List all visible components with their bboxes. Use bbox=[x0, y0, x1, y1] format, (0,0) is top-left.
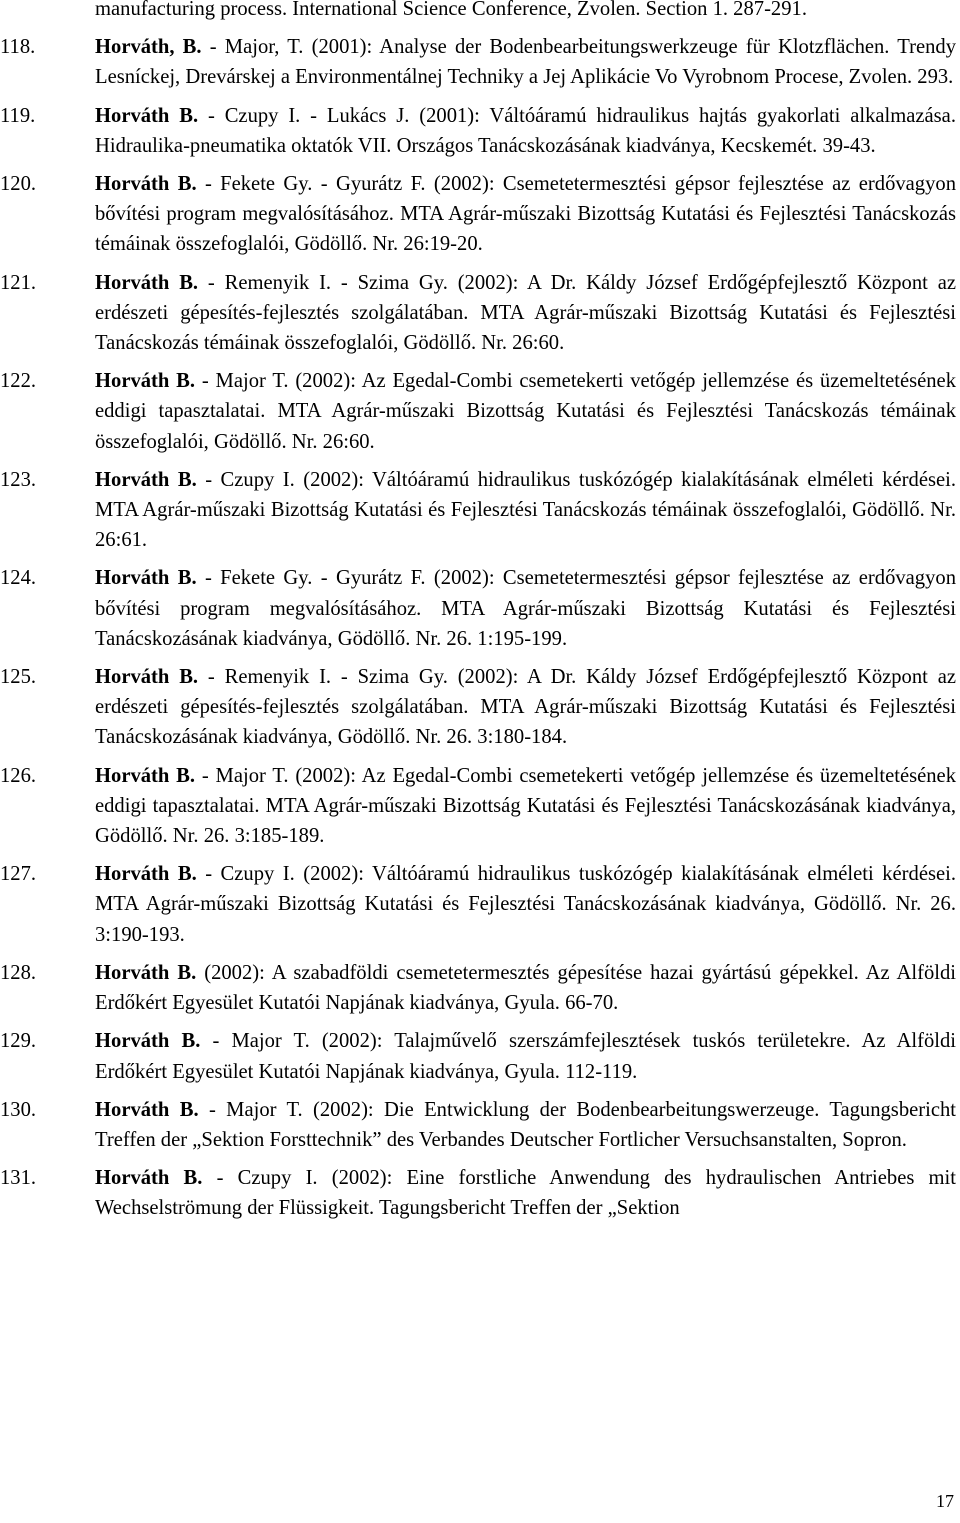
reference-number: 131. bbox=[0, 1167, 37, 1190]
reference-author: Horváth B. bbox=[95, 1098, 199, 1121]
reference-author: Horváth B. bbox=[95, 173, 197, 196]
reference-item bbox=[0, 268, 956, 359]
reference-number: 121. bbox=[0, 271, 37, 294]
reference-text: - Major T. (2002): Die Entwicklung der Bodenbearbeitungswerzeuge. Tagungsbericht Treffen der „Sektion Forsttechnik” des Verbandes Deutscher Fortlicher Versuchsanstalten, Sopron. bbox=[95, 1098, 956, 1151]
reference-number: 126. bbox=[0, 764, 37, 787]
reference-text: manufacturing process. International Science Conference, Zvolen. Section 1. 287-291. bbox=[95, 0, 807, 20]
reference-item bbox=[0, 32, 956, 92]
reference-text: - Czupy I. (2002): Váltóáramú hidraulikus tuskózógép kialakításának elméleti kérdései. MTA Agrár-műszaki Bizottság Kutatási és Fejlesztési Tanácskozás témáinak összefoglalói, Gödöllő. Nr. 26:61. bbox=[95, 468, 956, 552]
reference-author: Horváth B. bbox=[95, 1167, 203, 1190]
reference-author: Horváth B. bbox=[95, 104, 199, 127]
reference-author: Horváth, B. bbox=[95, 36, 202, 59]
reference-item bbox=[0, 662, 956, 753]
reference-item bbox=[0, 169, 956, 260]
reference-text: (2002): A szabadföldi csemetetermesztés gépesítése hazai gyártású gépekkel. Az Alföldi Erdőkért Egyesület Kutatói Napjának kiadványa, Gyula. 66-70. bbox=[95, 961, 956, 1015]
reference-number: 123. bbox=[0, 468, 37, 491]
reference-author: Horváth B. bbox=[95, 468, 197, 491]
reference-text: - Major T. (2002): Az Egedal-Combi csemetekerti vetőgép jellemzése és üzemeltetésének eddigi tapasztalatai. MTA Agrár-műszaki Bizottság Kutatási és Fejlesztési Tanácskozás témáinak összefoglalói, Gödöllő. Nr. 26:60. bbox=[95, 370, 956, 453]
reference-text: - Major, T. (2001): Analyse der Bodenbearbeitungswerkzeuge für Klotzflächen. Trendy Lesníckej, Drevárskej a Environmentálnej Techniky a Jej Aplikácie Vo Vyrobnom Procese, Zvolen. 293. bbox=[95, 36, 957, 89]
reference-item bbox=[0, 0, 956, 24]
reference-text: - Fekete Gy. - Gyurátz F. (2002): Csemetetermesztési gépsor fejlesztése az erdővagyon bővítési program megvalósításához. MTA Agrár-műszaki Bizottság Kutatási és Fejlesztési Tanácskozásának kiadványa, Gödöllő. Nr. 26. 1:195-199. bbox=[95, 567, 956, 650]
reference-item bbox=[0, 1095, 956, 1155]
reference-item bbox=[0, 859, 956, 950]
reference-number: 118. bbox=[0, 36, 36, 59]
reference-item bbox=[0, 465, 956, 556]
reference-text: - Czupy I. (2002): Váltóáramú hidraulikus tuskózógép kialakításának elméleti kérdései. MTA Agrár-műszaki Bizottság Kutatási és Fejlesztési Tanácskozásának kiadványa, Gödöllő. Nr. 26. 3:190-193. bbox=[95, 863, 956, 946]
reference-item bbox=[0, 563, 956, 654]
reference-item bbox=[0, 958, 956, 1018]
reference-author: Horváth B. bbox=[95, 764, 196, 787]
reference-text: - Czupy I. (2002): Eine forstliche Anwendung des hydraulischen Antriebes mit Wechselströmung der Flüssigkeit. Tagungsbericht Treffen der „Sektion bbox=[95, 1167, 956, 1220]
reference-author: Horváth B. bbox=[95, 961, 197, 984]
reference-text: - Czupy I. - Lukács J. (2001): Váltóáramú hidraulikus hajtás gyakorlati alkalmazása. Hidraulika-pneumatika oktatók VII. Országos Tanácskozásának kiadványa, Kecskemét. 39-43. bbox=[95, 104, 956, 157]
reference-number: 125. bbox=[0, 666, 37, 689]
reference-number: 119. bbox=[0, 104, 36, 127]
reference-number: 122. bbox=[0, 370, 37, 393]
reference-number: 127. bbox=[0, 863, 37, 886]
reference-item bbox=[0, 366, 956, 457]
reference-number: 128. bbox=[0, 961, 37, 984]
reference-item bbox=[0, 101, 956, 161]
reference-author: Horváth B. bbox=[95, 1030, 201, 1053]
reference-text: - Fekete Gy. - Gyurátz F. (2002): Csemetetermesztési gépsor fejlesztése az erdővagyon bővítési program megvalósításához. MTA Agrár-műszaki Bizottság Kutatási és Fejlesztési Tanácskozás témáinak összefoglalói, Gödöllő. Nr. 26:19-20. bbox=[95, 173, 956, 256]
reference-author: Horváth B. bbox=[95, 863, 197, 886]
reference-author: Horváth B. bbox=[95, 567, 197, 590]
reference-text: - Remenyik I. - Szima Gy. (2002): A Dr. Káldy József Erdőgépfejlesztő Központ az erdészeti gépesítés-fejlesztés szolgálatában. MTA Agrár-műszaki Bizottság Kutatási és Fejlesztési Tanácskozásának kiadványa, Gödöllő. Nr. 26. 3:180-184. bbox=[95, 666, 956, 749]
reference-text: - Major T. (2002): Az Egedal-Combi csemetekerti vetőgép jellemzése és üzemeltetésének eddigi tapasztalatai. MTA Agrár-műszaki Bizottság Kutatási és Fejlesztési Tanácskozásának kiadványa, Gödöllő. Nr. 26. 3:185-189. bbox=[95, 764, 956, 848]
reference-item bbox=[0, 1026, 956, 1086]
reference-text: - Remenyik I. - Szima Gy. (2002): A Dr. Káldy József Erdőgépfejlesztő Központ az erdészeti gépesítés-fejlesztés szolgálatában. MTA Agrár-műszaki Bizottság Kutatási és Fejlesztési Tanácskozás témáinak összefoglalói, Gödöllő. Nr. 26:60. bbox=[95, 271, 956, 355]
reference-author: Horváth B. bbox=[95, 666, 199, 689]
reference-number: 124. bbox=[0, 567, 37, 590]
page-number: 17 bbox=[936, 1491, 954, 1511]
reference-number: 120. bbox=[0, 173, 37, 196]
reference-author: Horváth B. bbox=[95, 271, 199, 294]
reference-number: 129. bbox=[0, 1030, 37, 1053]
reference-text: - Major T. (2002): Talajművelő szerszámfejlesztések tuskós területekre. Az Alföldi Erdőkért Egyesület Kutatói Napjának kiadványa, Gyula. 112-119. bbox=[95, 1030, 956, 1083]
reference-item bbox=[0, 761, 956, 852]
reference-author: Horváth B. bbox=[95, 370, 196, 393]
reference-item bbox=[0, 1163, 956, 1223]
reference-number: 130. bbox=[0, 1098, 37, 1121]
